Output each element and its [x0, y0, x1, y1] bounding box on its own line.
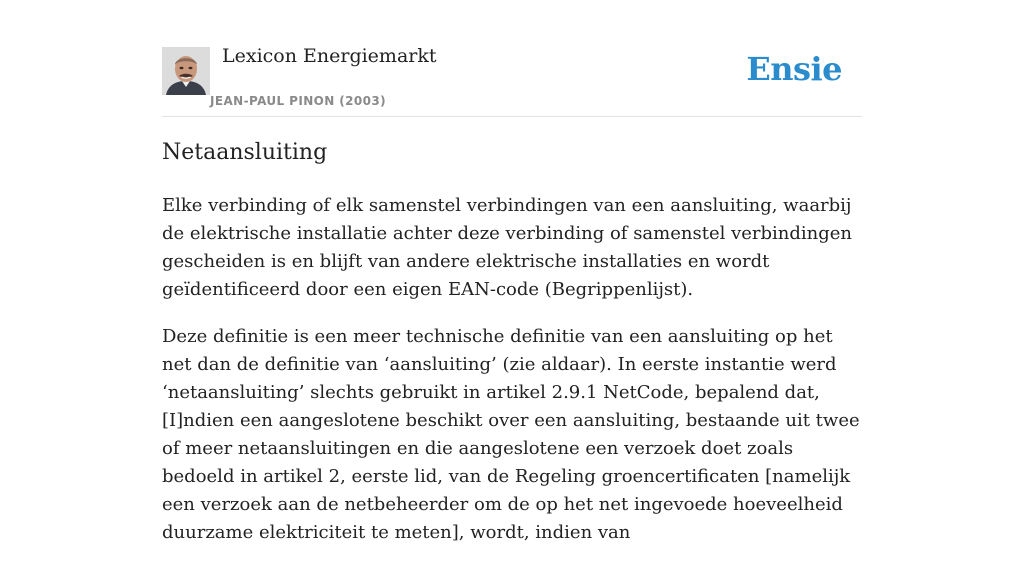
page-container — [162, 0, 862, 543]
entry-paragraph-2: Deze definitie is een meer technische definitie van een aansluiting op het net dan de definitie van ‘aansluiting’ (zie aldaar). In eerste instantie werd ‘netaansluiting’ slechts gebruikt in artikel 2.9.1 NetCode, bepalend dat, [I]ndien een aangeslotene beschikt over een aansluiting, bestaande uit twee of meer netaansluitingen en die aangeslotene een verzoek doet zoals bedoeld in artikel 2, eerste lid, van de Regeling groencertificaten [namelijk een verzoek aan de netbeheerder om de op het net ingevoede hoeveelheid duurzame elektriciteit te meten], wordt, indien van — [162, 326, 860, 543]
brand-logo[interactable]: Ensie — [746, 50, 842, 88]
lexicon-title[interactable]: Lexicon Energiemarkt — [222, 45, 437, 67]
header — [162, 0, 862, 117]
author-avatar[interactable] — [162, 47, 210, 95]
author-name[interactable]: JEAN-PAUL PINON (2003) — [210, 94, 387, 108]
entry-paragraph-1: Elke verbinding of elk samenstel verbindingen van een aansluiting, waarbij de elektrische installatie achter deze verbinding of samenstel verbindingen gescheiden is en blijft van andere elektrische installaties en wordt geïdentificeerd door een eigen EAN-code (Begrippenlijst). — [162, 195, 853, 300]
entry-body — [162, 192, 862, 566]
entry-title: Netaansluiting — [162, 140, 328, 165]
portrait-photo-icon — [162, 47, 210, 95]
